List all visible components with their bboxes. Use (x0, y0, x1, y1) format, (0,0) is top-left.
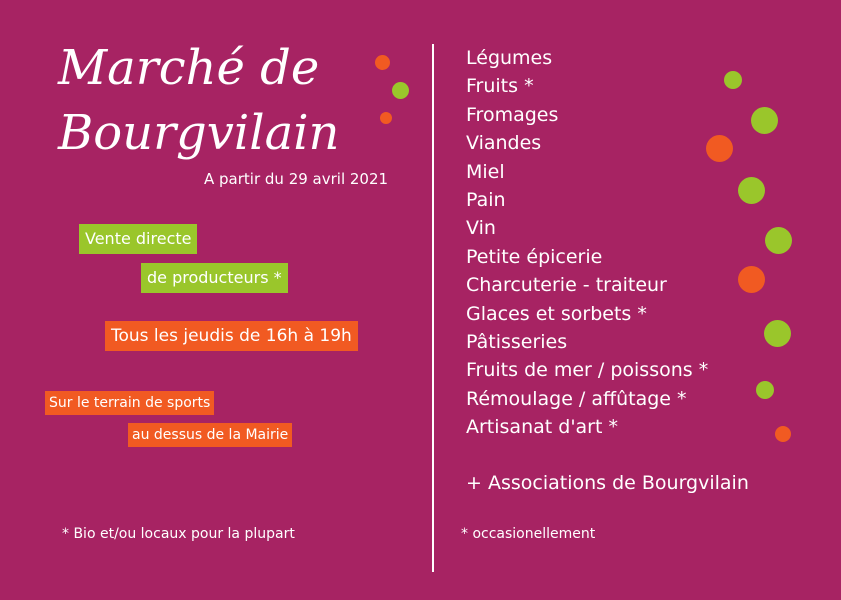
start-date: A partir du 29 avril 2021 (204, 170, 389, 188)
product-item: Vin (466, 217, 496, 240)
product-item: Charcuterie - traiteur (466, 274, 667, 297)
product-list (466, 44, 708, 442)
decorative-dot (375, 55, 390, 70)
decorative-dot (706, 135, 733, 162)
product-item: Rémoulage / affûtage * (466, 387, 687, 410)
product-item: Glaces et sorbets * (466, 302, 647, 325)
decorative-dot (380, 112, 392, 124)
vertical-divider (432, 44, 434, 572)
decorative-dot (724, 71, 742, 89)
title-line-1: Marché de (58, 40, 320, 96)
decorative-dot (764, 320, 791, 347)
product-item: Fruits de mer / poissons * (466, 359, 709, 382)
product-item: Artisanat d'art * (466, 416, 618, 439)
tag-jeudis: Tous les jeudis de 16h à 19h (105, 321, 358, 351)
product-item: Miel (466, 160, 505, 183)
product-item: Petite épicerie (466, 245, 603, 268)
product-item: Fruits * (466, 75, 534, 98)
tag-producteurs: de producteurs * (141, 263, 288, 293)
title-line-2: Bourgvilain (58, 105, 340, 161)
product-item: Fromages (466, 103, 559, 126)
product-item: Légumes (466, 47, 553, 69)
decorative-dot (738, 177, 765, 204)
note-bio-locaux: * Bio et/ou locaux pour la plupart (62, 526, 295, 542)
tag-mairie: au dessus de la Mairie (128, 423, 292, 447)
tag-vente-directe: Vente directe (79, 224, 197, 254)
decorative-dot (751, 107, 778, 134)
note-occasionellement: * occasionellement (461, 526, 596, 542)
product-item: Pain (466, 189, 506, 212)
decorative-dot (775, 426, 791, 442)
tag-terrain: Sur le terrain de sports (45, 391, 214, 415)
decorative-dot (765, 227, 792, 254)
decorative-dot (738, 266, 765, 293)
product-item: Viandes (466, 132, 542, 155)
product-item: Pâtisseries (466, 331, 568, 354)
decorative-dot (756, 381, 774, 399)
associations-line: + Associations de Bourgvilain (466, 472, 749, 494)
decorative-dot (392, 82, 409, 99)
